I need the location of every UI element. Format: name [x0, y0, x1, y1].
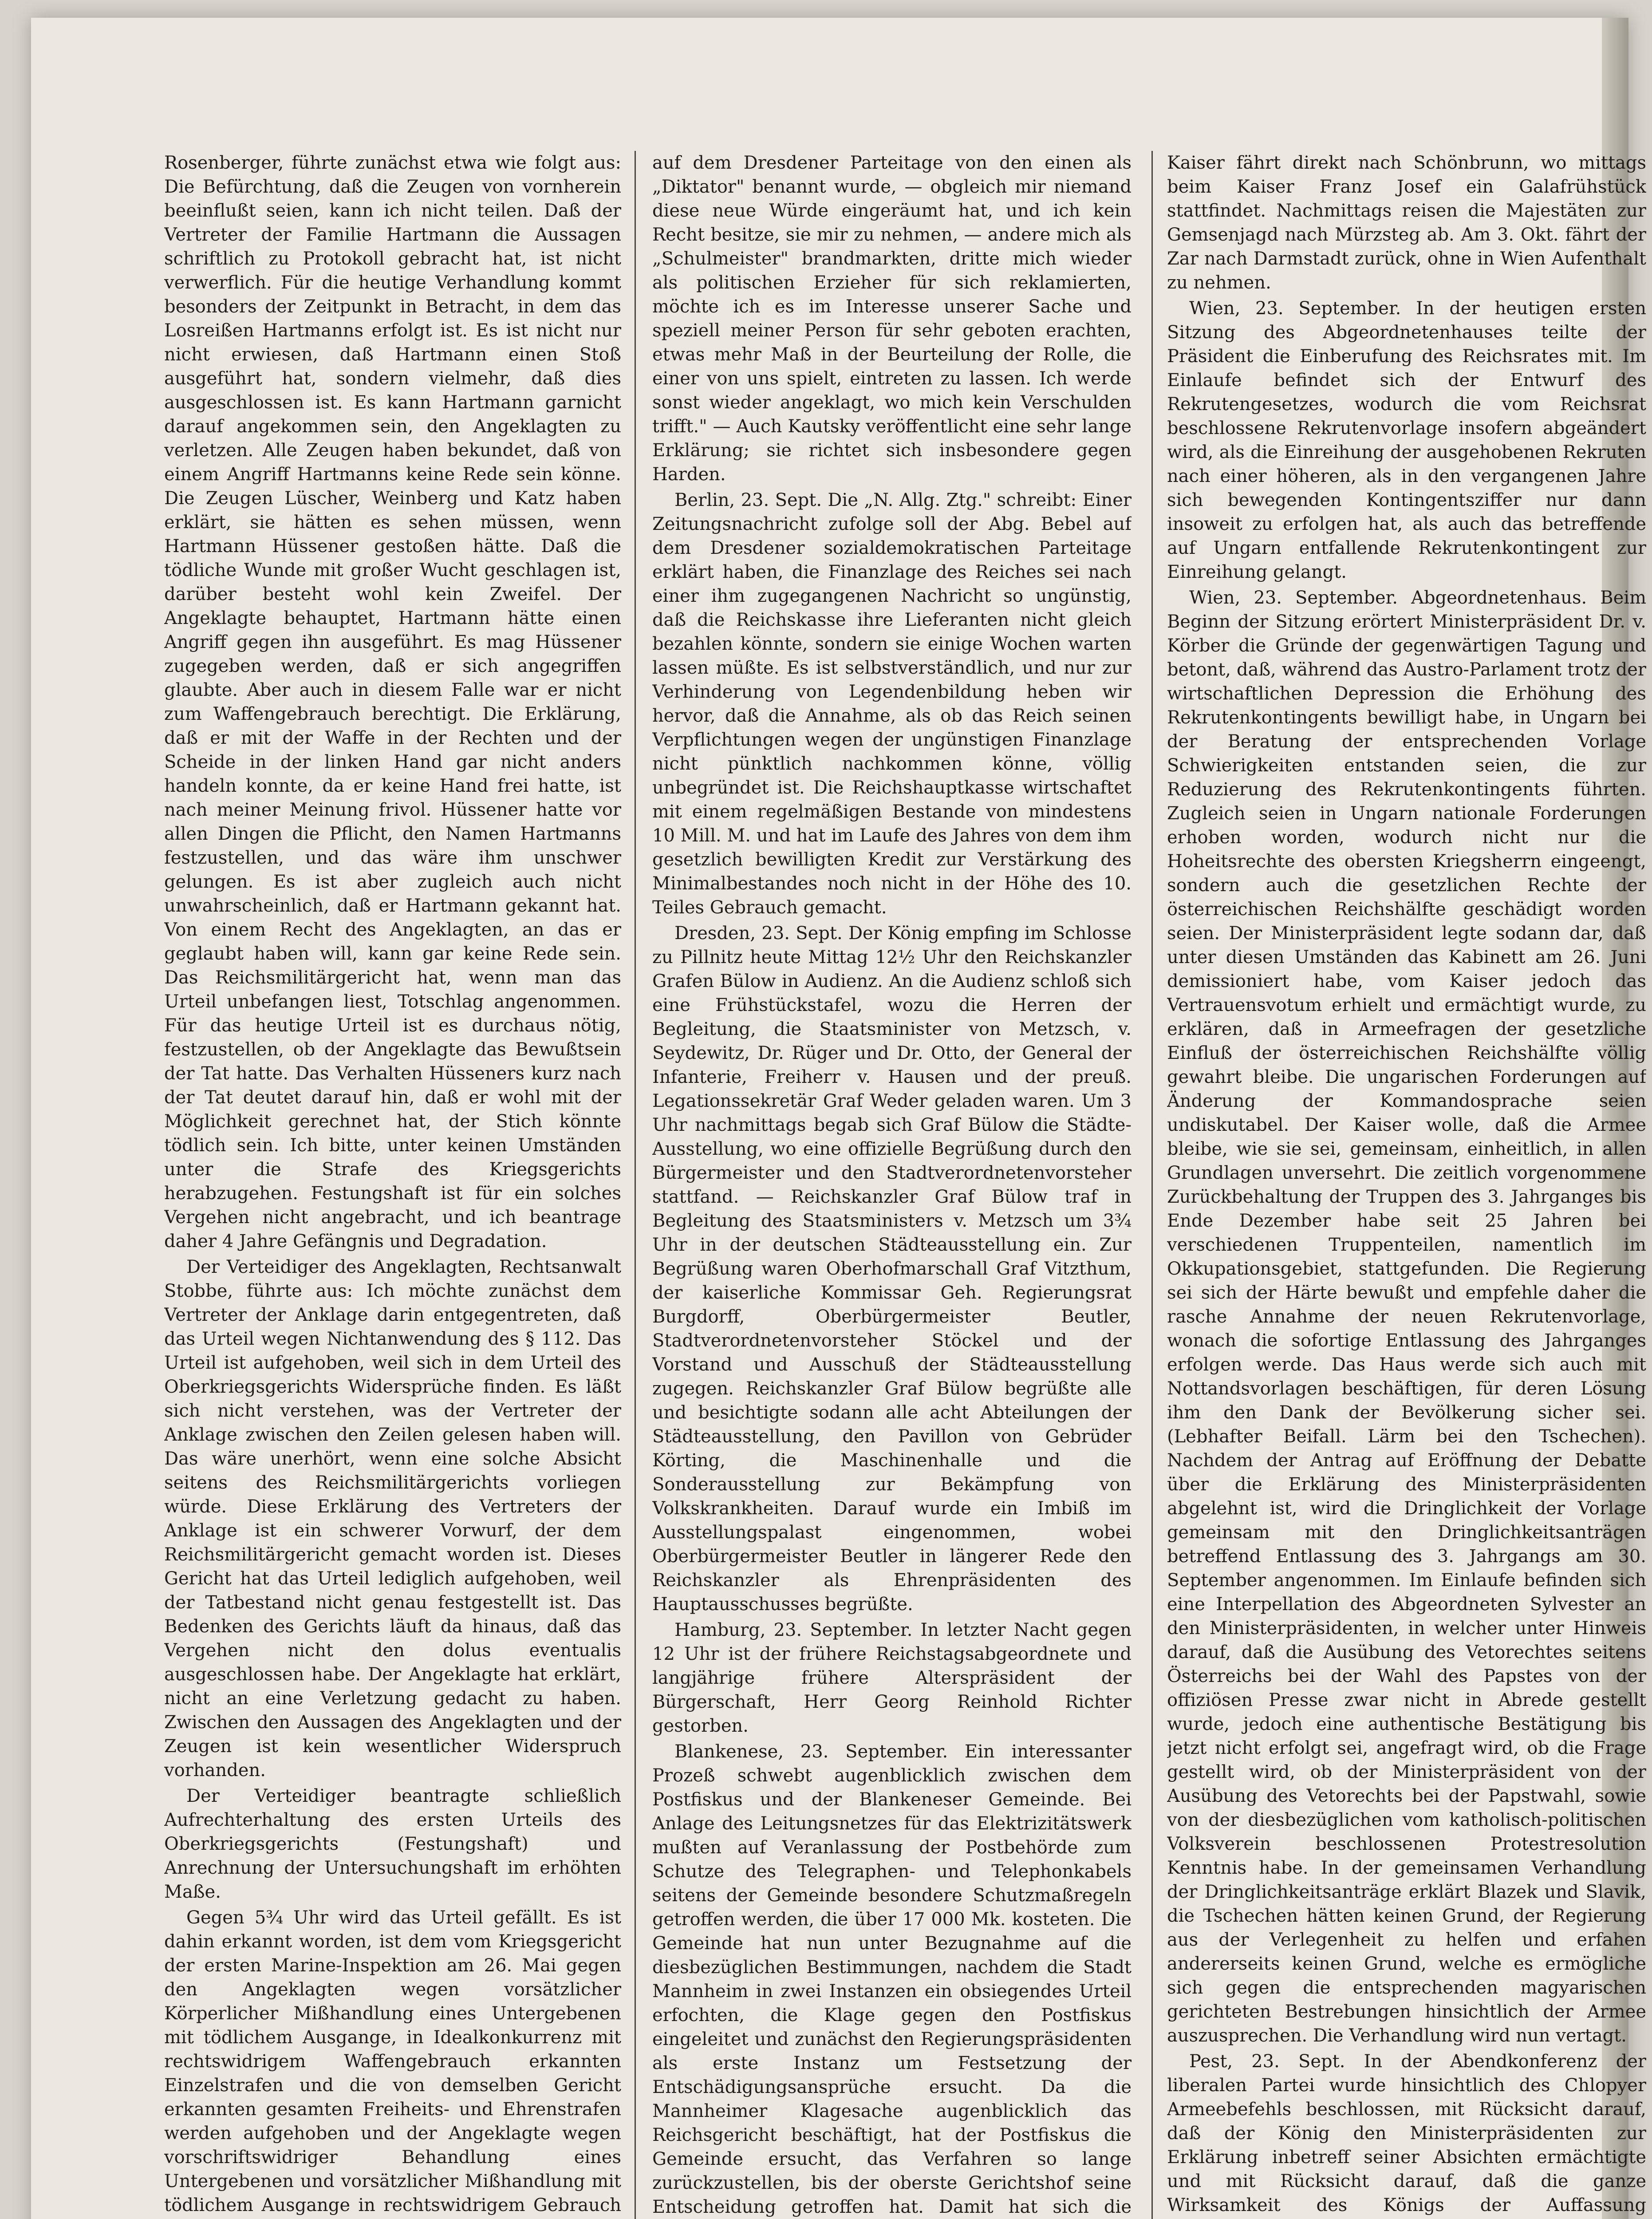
article-paragraph: Der Verteidiger beantragte schließlich Aufrechterhaltung des ersten Urteils des Oberkriegsgerichts (Festungshaft) und Anrechnung der Untersuchungshaft im erhöhten Maße. — [164, 1786, 621, 1902]
news-item: Wien, 23. September. In der heutigen ersten Sitzung des Abgeordnetenhauses teilte der Präsident die Einberufung des Reichsrates mit. Im Einlaufe befindet sich der Entwurf des Rekrutengesetzes, wodurch die vom Reichsrat beschlossene Rekrutenvorlage insofern abgeändert wird, als die Einreihung der ausgehobenen Rekruten nach einer höheren, als in den vergangenen Jahre sich bewegenden Kontingentsziffer nur dann insoweit zu erfolgen hat, als auch das betreffende auf Ungarn entfallende Rekrutenkontingent zur Einreihung gelangt. — [1167, 298, 1646, 582]
article-paragraph: Der Verteidiger des Angeklagten, Rechtsanwalt Stobbe, führte aus: Ich möchte zunächst dem Vertreter der Anklage darin entgegentreten, daß das Urteil wegen Nichtanwendung des § 112. Das Urteil ist aufgehoben, weil sich in dem Urteil des Oberkriegsgerichts Widersprüche finden. Es läßt sich nicht verstehen, was der Vertreter der Anklage zwischen den Zeilen gelesen haben will. Das wäre unerhört, wenn eine solche Absicht seitens des Reichsmilitärgerichts vorliegen würde. Diese Erklärung des Vertreters der Anklage ist ein schwerer Vorwurf, der dem Reichsmilitärgericht gemacht worden ist. Dieses Gericht hat das Urteil lediglich aufgehoben, weil der Tatbestand nicht genau festgestellt ist. Das Bedenken des Gerichts läuft da hinaus, daß das Vergehen nicht den dolus eventualis ausgeschlossen habe. Der Angeklagte hat erklärt, nicht an eine Verletzung gedacht zu haben. Zwischen den Aussagen des Angeklagten und der Zeugen ist kein wesentlicher Widerspruch vorhanden. — [164, 1257, 621, 1781]
article-paragraph: Gegen 5¾ Uhr wird das Urteil gefällt. Es ist dahin erkannt worden, ist dem vom Kriegsgericht der ersten Marine-Inspektion am 26. Mai gegen den Angeklagten wegen vorsätzlicher Körperlicher Mißhandlung eines Untergebenen mit tödlichem Ausgange, in Idealkonkurrenz mit rechtswidrigem Waffengebrauch erkannten Einzelstrafen und die von demselben Gericht erkannten gesamten Freiheits- und Ehrenstrafen werden aufgehoben und der Angeklagte wegen vorschriftswidriger Behandlung eines Untergebenen und vorsätzlicher Mißhandlung mit tödlichem Ausgange in rechtswidrigem Gebrauch — [164, 1907, 621, 2215]
newspaper-page — [31, 18, 1646, 2219]
article-paragraph: Kaiser fährt direkt nach Schönbrunn, wo mittags beim Kaiser Franz Josef ein Galafrühstück stattfindet. Nachmittags reisen die Majestäten zur Gemsenjagd nach Mürzsteg ab. Am 3. Okt. fährt der Zar nach Darmstadt zurück, ohne in Wien Aufenthalt zu nehmen. — [1167, 153, 1646, 293]
news-item: Pest, 23. Sept. In der Abendkonferenz der liberalen Partei wurde hinsichtlich des Chlopyer Armeebefehls beschlossen, mit Rücksicht darauf, daß der König den Ministerpräsidenten zur Erklärung inbetreff seiner Absichten ermächtigte und mit Rücksicht darauf, daß die ganze Wirksamkeit des Königs der Auffassung — [1167, 2051, 1646, 2215]
column-middle — [652, 151, 1132, 2219]
news-item: Blankenese, 23. September. Ein interessanter Prozeß schwebt augenblicklich zwischen dem Postfiskus und der Blankeneser Gemeinde. Bei Anlage des Leitungsnetzes für das Elektrizitätswerk mußten auf Veranlassung der Postbehörde zum Schutze des Telegraphen- und Telephonkabels seitens der Gemeinde besondere Schutzmaßregeln getroffen werden, die über 17 000 Mk. kosteten. Die Gemeinde hat nun unter Bezugnahme auf die diesbezüglichen Bestimmungen, nachdem die Stadt Mannheim in zwei Instanzen ein obsiegendes Urteil erfochten, die Klage gegen den Postfiskus eingeleitet und zunächst den Regierungspräsidenten als erste Instanz um Festsetzung der Entschädigungsansprüche ersucht. Da die Mannheimer Klagesache augenblicklich das Reichsgericht beschäftigt, hat der Postfiskus die Gemeinde ersucht, das Verfahren so lange zurückzustellen, bis der oberste Gerichtshof seine Entscheidung getroffen hat. Damit hat sich die — [652, 1741, 1132, 2217]
column-right — [1167, 151, 1646, 2219]
column-divider — [1151, 151, 1153, 2219]
news-item: Wien, 23. September. Abgeordnetenhaus. Beim Beginn der Sitzung erörtert Ministerpräsident Dr. v. Körber die Gründe der gegenwärtigen Tagung und betont, daß, während das Austro-Parlament trotz der wirtschaftlichen Depression die Erhöhung des Rekrutenkontingents bewilligt habe, in Ungarn bei der Beratung der entsprechenden Vorlage Schwierigkeiten entstanden seien, die zur Reduzierung des Rekrutenkontingents führten. Zugleich seien in Ungarn nationale Forderungen erhoben worden, wodurch nicht nur die Hoheitsrechte des obersten Kriegsherrn eingeengt, sondern auch die gesetzlichen Rechte der österreichischen Reichshälfte geschädigt worden seien. Der Ministerpräsident legte sodann dar, daß unter diesen Umständen das Kabinett am 26. Juni demissioniert habe, vom Kaiser jedoch das Vertrauensvotum erhielt und ermächtigt wurde, zu erklären, daß in Armeefragen der gesetzliche Einfluß der österreichischen Reichshälfte völlig gewahrt bleibe. Die ungarischen Forderungen auf Änderung der Kommandosprache seien undiskutabel. Der Kaiser wolle, daß die Armee bleibe, wie sie sei, gemeinsam, einheitlich, in allen Grundlagen unversehrt. Die zeitlich vorgenommene Zurückbehaltung der Truppen des 3. Jahrganges bis Ende Dezember habe seit 25 Jahren bei verschiedenen Truppenteilen, namentlich im Okkupationsgebiet, stattgefunden. Die Regierung sei sich der Härte bewußt und empfehle daher die rasche Annahme der neuen Rekrutenvorlage, wonach die sofortige Entlassung des Jahrganges erfolgen werde. Das Haus werde sich auch mit Nottandsvorlagen beschäftigen, für deren Lösung ihm den Dank der Bevölkerung sicher sei. (Lebhafter Beifall. Lärm bei den Tschechen). Nachdem der Antrag auf Eröffnung der Debatte über die Erklärung des Ministerpräsidenten abgelehnt ist, wird die Dringlichkeit der Vorlage gemeinsam mit den Dringlichkeitsanträgen betreffend Entlassung des 3. Jahrgangs am 30. September angenommen. Im Einlaufe befinden sich eine Interpellation des Abgeordneten Sylvester an den Ministerpräsidenten, in welcher unter Hinweis darauf, daß die Ausübung des Vetorechtes seitens Österreichs bei der Wahl des Papstes von der offiziösen Presse zwar nicht in Abrede gestellt wurde, jedoch eine authentische Bestätigung bis jetzt nicht erfolgt sei, angefragt wird, ob die Frage gestellt wird, ob der Ministerpräsident von der Ausübung des Vetorechts bei der Papstwahl, sowie von der diesbezüglichen vom katholisch-politischen Volksverein beschlossenen Protestresolution Kenntnis habe. In der gemeinsamen Verhandlung der Dringlichkeitsanträge erklärt Blazek und Slavik, die Tschechen hätten keinen Grund, der Regierung aus der Verlegenheit zu helfen und erfahen andererseits keinen Grund, welche es ermögliche sich gegen die entsprechenden magyarischen gerichteten Bestrebungen hinsichtlich der Armee auszusprechen. Die Verhandlung wird nun vertagt. — [1167, 588, 1646, 2046]
news-item: Hamburg, 23. September. In letzter Nacht gegen 12 Uhr ist der frühere Reichstagsabgeordnete und langjährige frühere Alterspräsident der Bürgerschaft, Herr Georg Reinhold Richter gestorben. — [652, 1620, 1132, 1736]
news-item: Berlin, 23. Sept. Die „N. Allg. Ztg." schreibt: Einer Zeitungsnachricht zufolge soll der Abg. Bebel auf dem Dresdener sozialdemokratischen Parteitage erklärt haben, die Finanzlage des Reiches sei nach einer ihm zugegangenen Nachricht so ungünstig, daß die Reichskasse ihre Lieferanten nicht gleich bezahlen könnte, sondern sie einige Wochen warten lassen müßte. Es ist selbstverständlich, und nur zur Verhinderung von Legendenbildung heben wir hervor, daß die Annahme, als ob das Reich seinen Verpflichtungen wegen der ungünstigen Finanzlage nicht pünktlich nachkommen könne, völlig unbegründet ist. Die Reichshauptkasse wirtschaftet mit einem regelmäßigen Bestande von mindestens 10 Mill. M. und hat im Laufe des Jahres von dem ihm gesetzlich bewilligten Kredit zur Verstärkung des Minimalbestandes noch nicht in der Höhe des 10. Teiles Gebrauch gemacht. — [652, 490, 1132, 918]
column-divider — [635, 151, 636, 2219]
article-paragraph: auf dem Dresdener Parteitage von den einen als „Diktator" benannt wurde, — obgleich mir niemand diese neue Würde eingeräumt hat, und ich kein Recht besitze, sie mir zu nehmen, — andere mich als „Schulmeister" brandmarkten, dritte mich wieder als politischen Erzieher für sich reklamierten, möchte ich es im Interesse unserer Sache und speziell meiner Person für sehr geboten erachten, etwas mehr Maß in der Beurteilung der Rolle, die einer von uns spielt, eintreten zu lassen. Ich werde sonst wieder angeklagt, wo mich kein Verschulden trifft." — Auch Kautsky veröffentlicht eine sehr lange Erklärung; sie richtet sich insbesondere gegen Harden. — [652, 153, 1132, 485]
column-left — [164, 151, 621, 2219]
news-item: Dresden, 23. Sept. Der König empfing im Schlosse zu Pillnitz heute Mittag 12½ Uhr den Reichskanzler Grafen Bülow in Audienz. An die Audienz schloß sich eine Frühstückstafel, wozu die Herren der Begleitung, die Staatsminister von Metzsch, v. Seydewitz, Dr. Rüger und Dr. Otto, der General der Infanterie, Freiherr v. Hausen und der preuß. Legationssekretär Graf Weder geladen waren. Um 3 Uhr nachmittags begab sich Graf Bülow die Städte-Ausstellung, wo eine offizielle Begrüßung durch den Bürgermeister und den Stadtverordnetenvorsteher stattfand. — Reichskanzler Graf Bülow traf in Begleitung des Staatsministers v. Metzsch um 3¾ Uhr in der deutschen Städteausstellung ein. Zur Begrüßung waren Oberhofmarschall Graf Vitzthum, der kaiserliche Kommissar Geh. Regierungsrat Burgdorff, Oberbürgermeister Beutler, Stadtverordnetenvorsteher Stöckel und der Vorstand und Ausschuß der Städteausstellung zugegen. Reichskanzler Graf Bülow begrüßte alle und besichtigte sodann alle acht Abteilungen der Städteausstellung, den Pavillon von Gebrüder Körting, die Maschinenhalle und die Sonderausstellung zur Bekämpfung von Volkskrankheiten. Darauf wurde ein Imbiß im Ausstellungspalast eingenommen, wobei Oberbürgermeister Beutler in längerer Rede den Reichskanzler als Ehrenpräsidenten des Hauptausschusses begrüßte. — [652, 923, 1132, 1615]
article-paragraph: Rosenberger, führte zunächst etwa wie folgt aus: Die Befürchtung, daß die Zeugen von vornherein beeinflußt seien, kann ich nicht teilen. Daß der Vertreter der Familie Hartmann die Aussagen schriftlich zu Protokoll gebracht hat, ist nicht verwerflich. Für die heutige Verhandlung kommt besonders der Zeitpunkt in Betracht, in dem das Losreißen Hartmanns erfolgt ist. Es ist nicht nur nicht erwiesen, daß Hartmann einen Stoß ausgeführt hat, sondern vielmehr, daß dies ausgeschlossen ist. Es kann Hartmann garnicht darauf angekommen sein, den Angeklagten zu verletzen. Alle Zeugen haben bekundet, daß von einem Angriff Hartmanns keine Rede sein könne. Die Zeugen Lüscher, Weinberg und Katz haben erklärt, sie hätten es sehen müssen, wenn Hartmann Hüssener gestoßen hätte. Daß die tödliche Wunde mit großer Wucht geschlagen ist, darüber besteht wohl kein Zweifel. Der Angeklagte behauptet, Hartmann hätte einen Angriff gegen ihn ausgeführt. Es mag Hüssener zugegeben werden, daß er sich angegriffen glaubte. Aber auch in diesem Falle war er nicht zum Waffengebrauch berechtigt. Die Erklärung, daß er mit der Waffe in der Rechten und der Scheide in der linken Hand gar nicht anders handeln konnte, da er keine Hand frei hatte, ist nach meiner Meinung frivol. Hüssener hatte vor allen Dingen die Pflicht, den Namen Hartmanns festzustellen, und das wäre ihm unschwer gelungen. Es ist aber zugleich auch nicht unwahrscheinlich, daß er Hartmann gekannt hat. Von einem Recht des Angeklagten, an das er geglaubt haben will, kann gar keine Rede sein. Das Reichsmilitärgericht hat, wenn man das Urteil unbefangen liest, Totschlag angenommen. Für das heutige Urteil ist es durchaus nötig, festzustellen, ob der Angeklagte das Bewußtsein der Tat hatte. Das Verhalten Hüsseners kurz nach der Tat deutet darauf hin, daß er wohl mit der Möglichkeit gerechnet hat, der Stich könnte tödlich sein. Ich bitte, unter keinen Umständen unter die Strafe des Kriegsgerichts herabzugehen. Festungshaft ist für ein solches Vergehen nicht angebracht, und ich beantrage daher 4 Jahre Gefängnis und Degradation. — [164, 153, 621, 1252]
